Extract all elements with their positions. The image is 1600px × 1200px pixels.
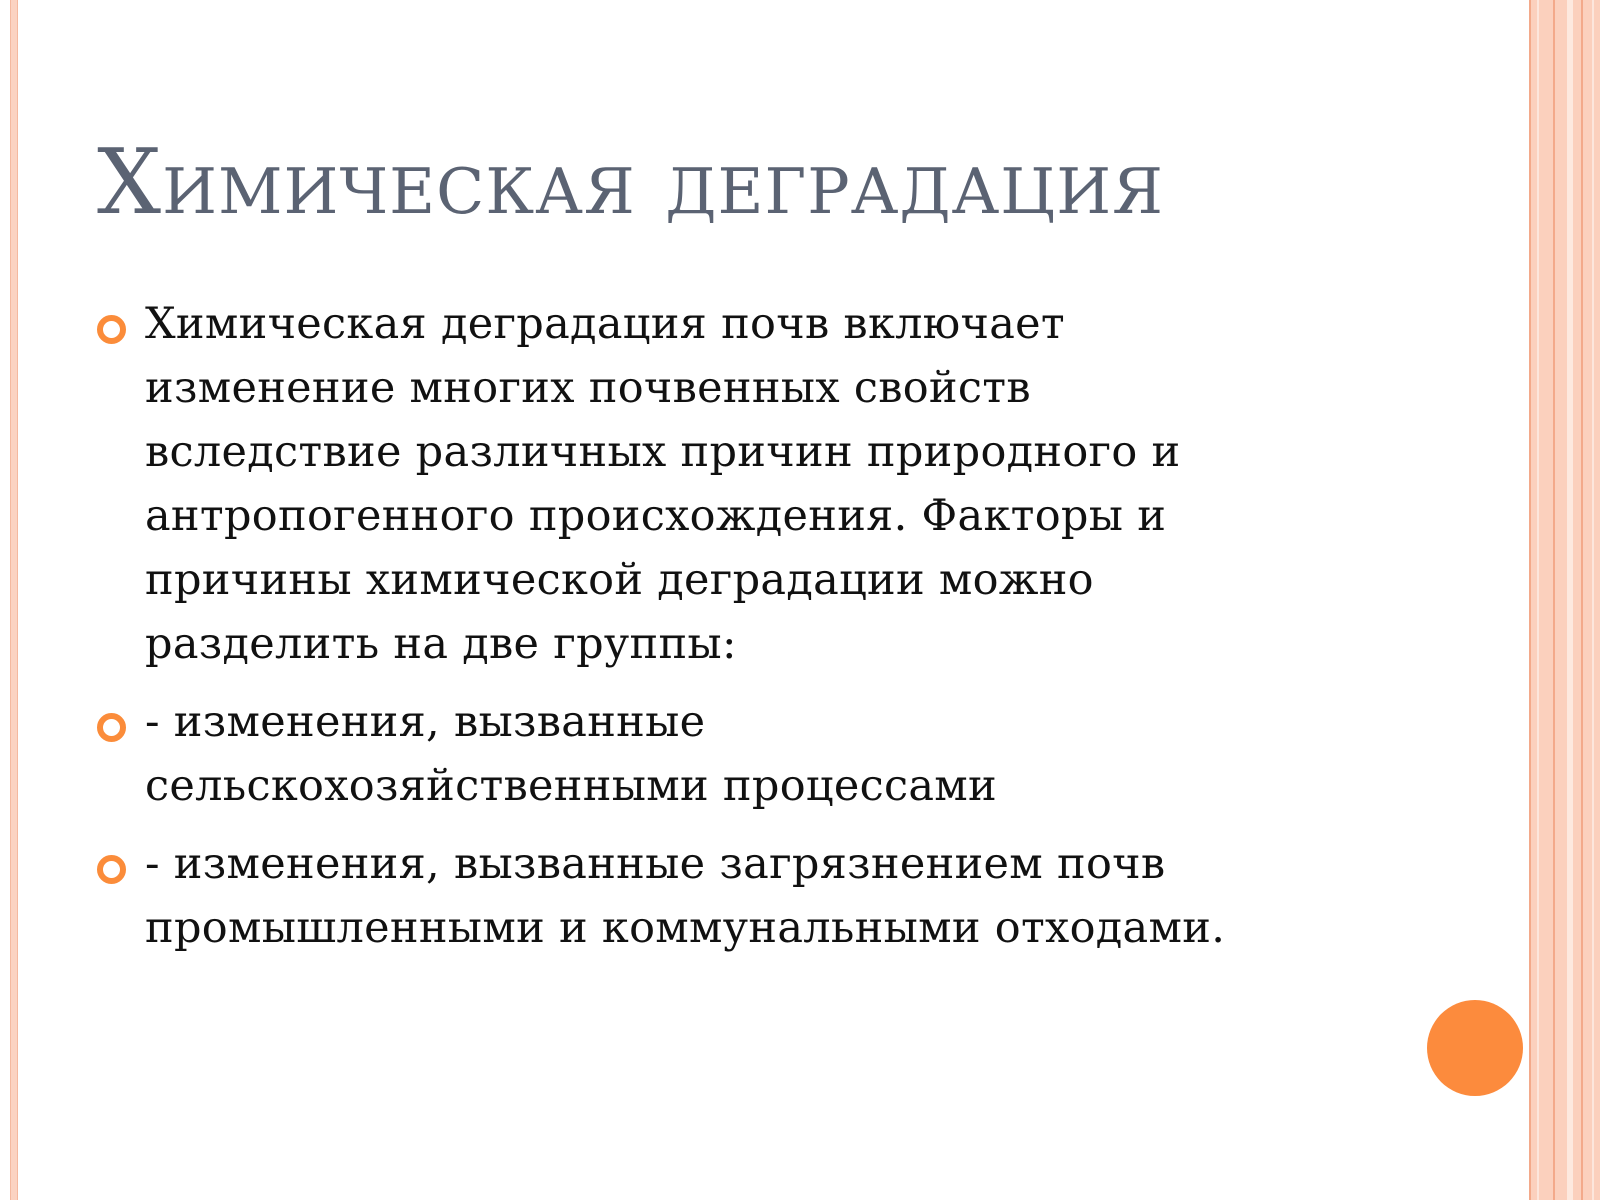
bullet-line: - изменения, вызванные загрязнением почв (145, 839, 1166, 889)
orange-ring-bullet-icon (97, 713, 126, 742)
bullet-line: антропогенного происхождения. Факторы и (145, 491, 1167, 541)
bullet-text (145, 832, 1485, 960)
bullet-line: вследствие различных причин природного и (145, 427, 1181, 477)
orange-ring-bullet-icon (97, 315, 126, 344)
bullet-text (145, 690, 1485, 818)
bullet-line: изменение многих почвенных свойств (145, 363, 1031, 413)
bullet-line: промышленными и коммунальными отходами. (145, 903, 1226, 953)
bullet-text (145, 292, 1485, 676)
bullet-line: сельскохозяйственными процессами (145, 761, 998, 811)
bullet-line: - изменения, вызванные (145, 697, 706, 747)
bullet-line: разделить на две группы: (145, 619, 737, 669)
orange-ring-bullet-icon (97, 855, 126, 884)
bullet-line: Химическая деградация почв включает (145, 299, 1065, 349)
bullet-line: причины химической деградации можно (145, 555, 1094, 605)
slide-title: Химическая деградация (97, 130, 1165, 235)
